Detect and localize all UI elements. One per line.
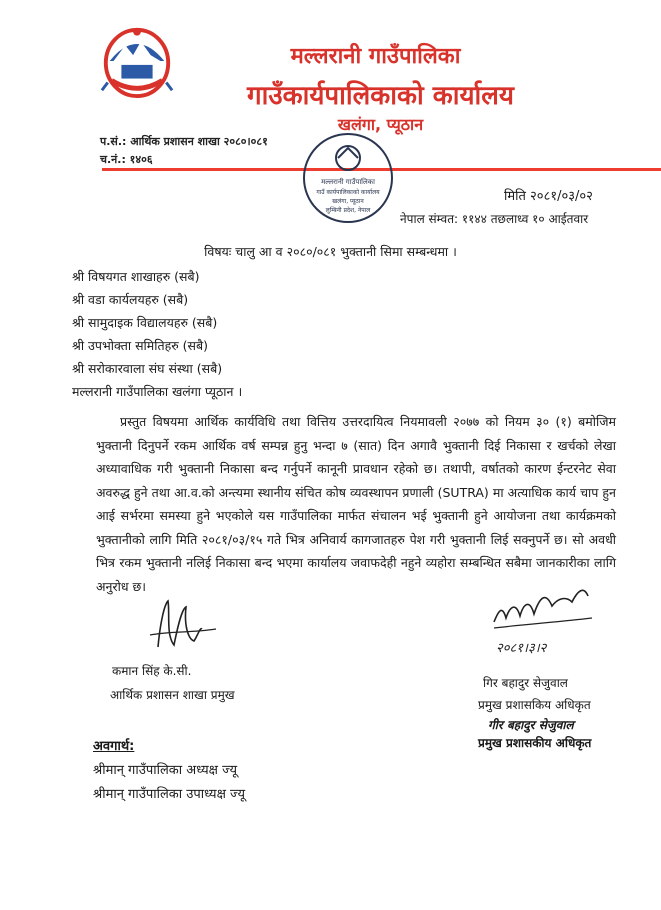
nepal-sambat-date: नेपाल संम्वत: ११४४ तछलाध्व १० आईतवार	[400, 212, 589, 226]
letter-subject: विषयः चालु आ व २०८०/०८१ भुक्तानी सिमा सम्बन्धमा ।	[204, 244, 457, 259]
addressee: श्री वडा कार्यलयहरु (सबै)	[72, 292, 189, 307]
cc-item: श्रीमान् गाउँपालिका अध्यक्ष ज्यू	[93, 763, 238, 778]
signature-right	[488, 582, 598, 662]
addressee: श्री सामुदाइक विद्यालयहरु (सबै)	[72, 315, 218, 330]
name-seal: गीर बहादुर सेजुवाल	[488, 718, 574, 732]
addressee: मल्लरानी गाउँपालिका खलंगा प्यूठान ।	[72, 384, 243, 399]
office-location: खलंगा, प्यूठान	[337, 115, 424, 134]
stamp-line-1: मल्लरानी गाउँपालिका	[321, 178, 375, 186]
signatory-left-title: आर्थिक प्रशासन शाखा प्रमुख	[110, 688, 235, 702]
reference-number: प.सं.: आर्थिक प्रशासन शाखा २०८०।०८१	[100, 135, 268, 148]
dispatch-number: च.नं.: १४०६	[100, 153, 153, 166]
title-seal: प्रमुख प्रशासकीय अधिकृत	[478, 736, 592, 750]
stamp-line-4: लुम्बिनी प्रदेश, नेपाल	[325, 207, 371, 214]
signature-date: २०८१।३।२	[496, 641, 547, 656]
stamp-line-3: खलंगा, प्यूठान	[332, 198, 364, 205]
letter-body: प्रस्तुत विषयमा आर्थिक कार्यविधि तथा वित्तिय उत्तरदायित्व नियमावली २०७७ को नियम ३० (१) बमोजिम भुक्तानी दिनुपर्ने रकम आर्थिक वर्ष सम्पन्न हुनु भन्दा ७ (सात) दिन अगावै भुक्तानी दिई निकासा र खर्चको लेखा अध्यावाधिक गरी भुक्तानी निकासा बन्द गर्नुपर्ने कानूनी प्रावधान रहेको छ। तथापी, वर्षातको कारण ईन्टरनेट सेवा अवरुद्ध हुने तथा आ.व.को अन्त्यमा स्थानीय संचित कोष व्यवस्थापन प्रणाली (SUTRA) मा अत्याधिक कार्य चाप हुन आई सर्भरमा समस्या हुने भएकोले यस गाउँपालिका मार्फत संचालन भई भुक्तानी हुने आयोजना तथा कार्यक्रमको भुक्तानीको लागि मिति २०८१/०३/१५ गते भित्र अनिवार्य कागजातहरु पेश गरी भुक्तानी लिई सक्नुपर्ने छ। सो अवधी भित्र रकम भुक्तानी नलिई निकासा बन्द भएमा कार्यालय जवाफदेही नहुने व्यहोरा सम्बन्धित सबैमा जानकारीका लागि अनुरोध छ।	[96, 414, 616, 594]
addressee: श्री सरोकारवाला संघ संस्था (सबै)	[72, 361, 223, 376]
cc-item: श्रीमान् गाउँपालिका उपाध्यक्ष ज्यू	[93, 787, 246, 802]
letter-date: मिति २०८१/०३/०२	[504, 189, 593, 204]
signatory-right-title: प्रमुख प्रशासकिय अधिकृत	[478, 698, 591, 712]
addressee: श्री उपभोक्ता समितिहरु (सबै)	[72, 338, 209, 353]
signature-left	[130, 595, 230, 655]
signatory-left-name: कमान सिंह के.सी.	[112, 664, 192, 678]
signatory-right-name: गिर बहादुर सेजुवाल	[483, 676, 568, 690]
office-name: गाउँकार्यपालिकाको कार्यालय	[247, 81, 514, 111]
municipality-name: मल्लरानी गाउँपालिका	[290, 44, 461, 69]
stamp-line-2: गाउँ कार्यपालिकाको कार्यालय	[316, 189, 380, 196]
office-stamp	[298, 128, 398, 228]
addressee: श्री विषयगत शाखाहरु (सबै)	[72, 269, 200, 284]
cc-heading: अवगार्थ:	[93, 739, 135, 754]
